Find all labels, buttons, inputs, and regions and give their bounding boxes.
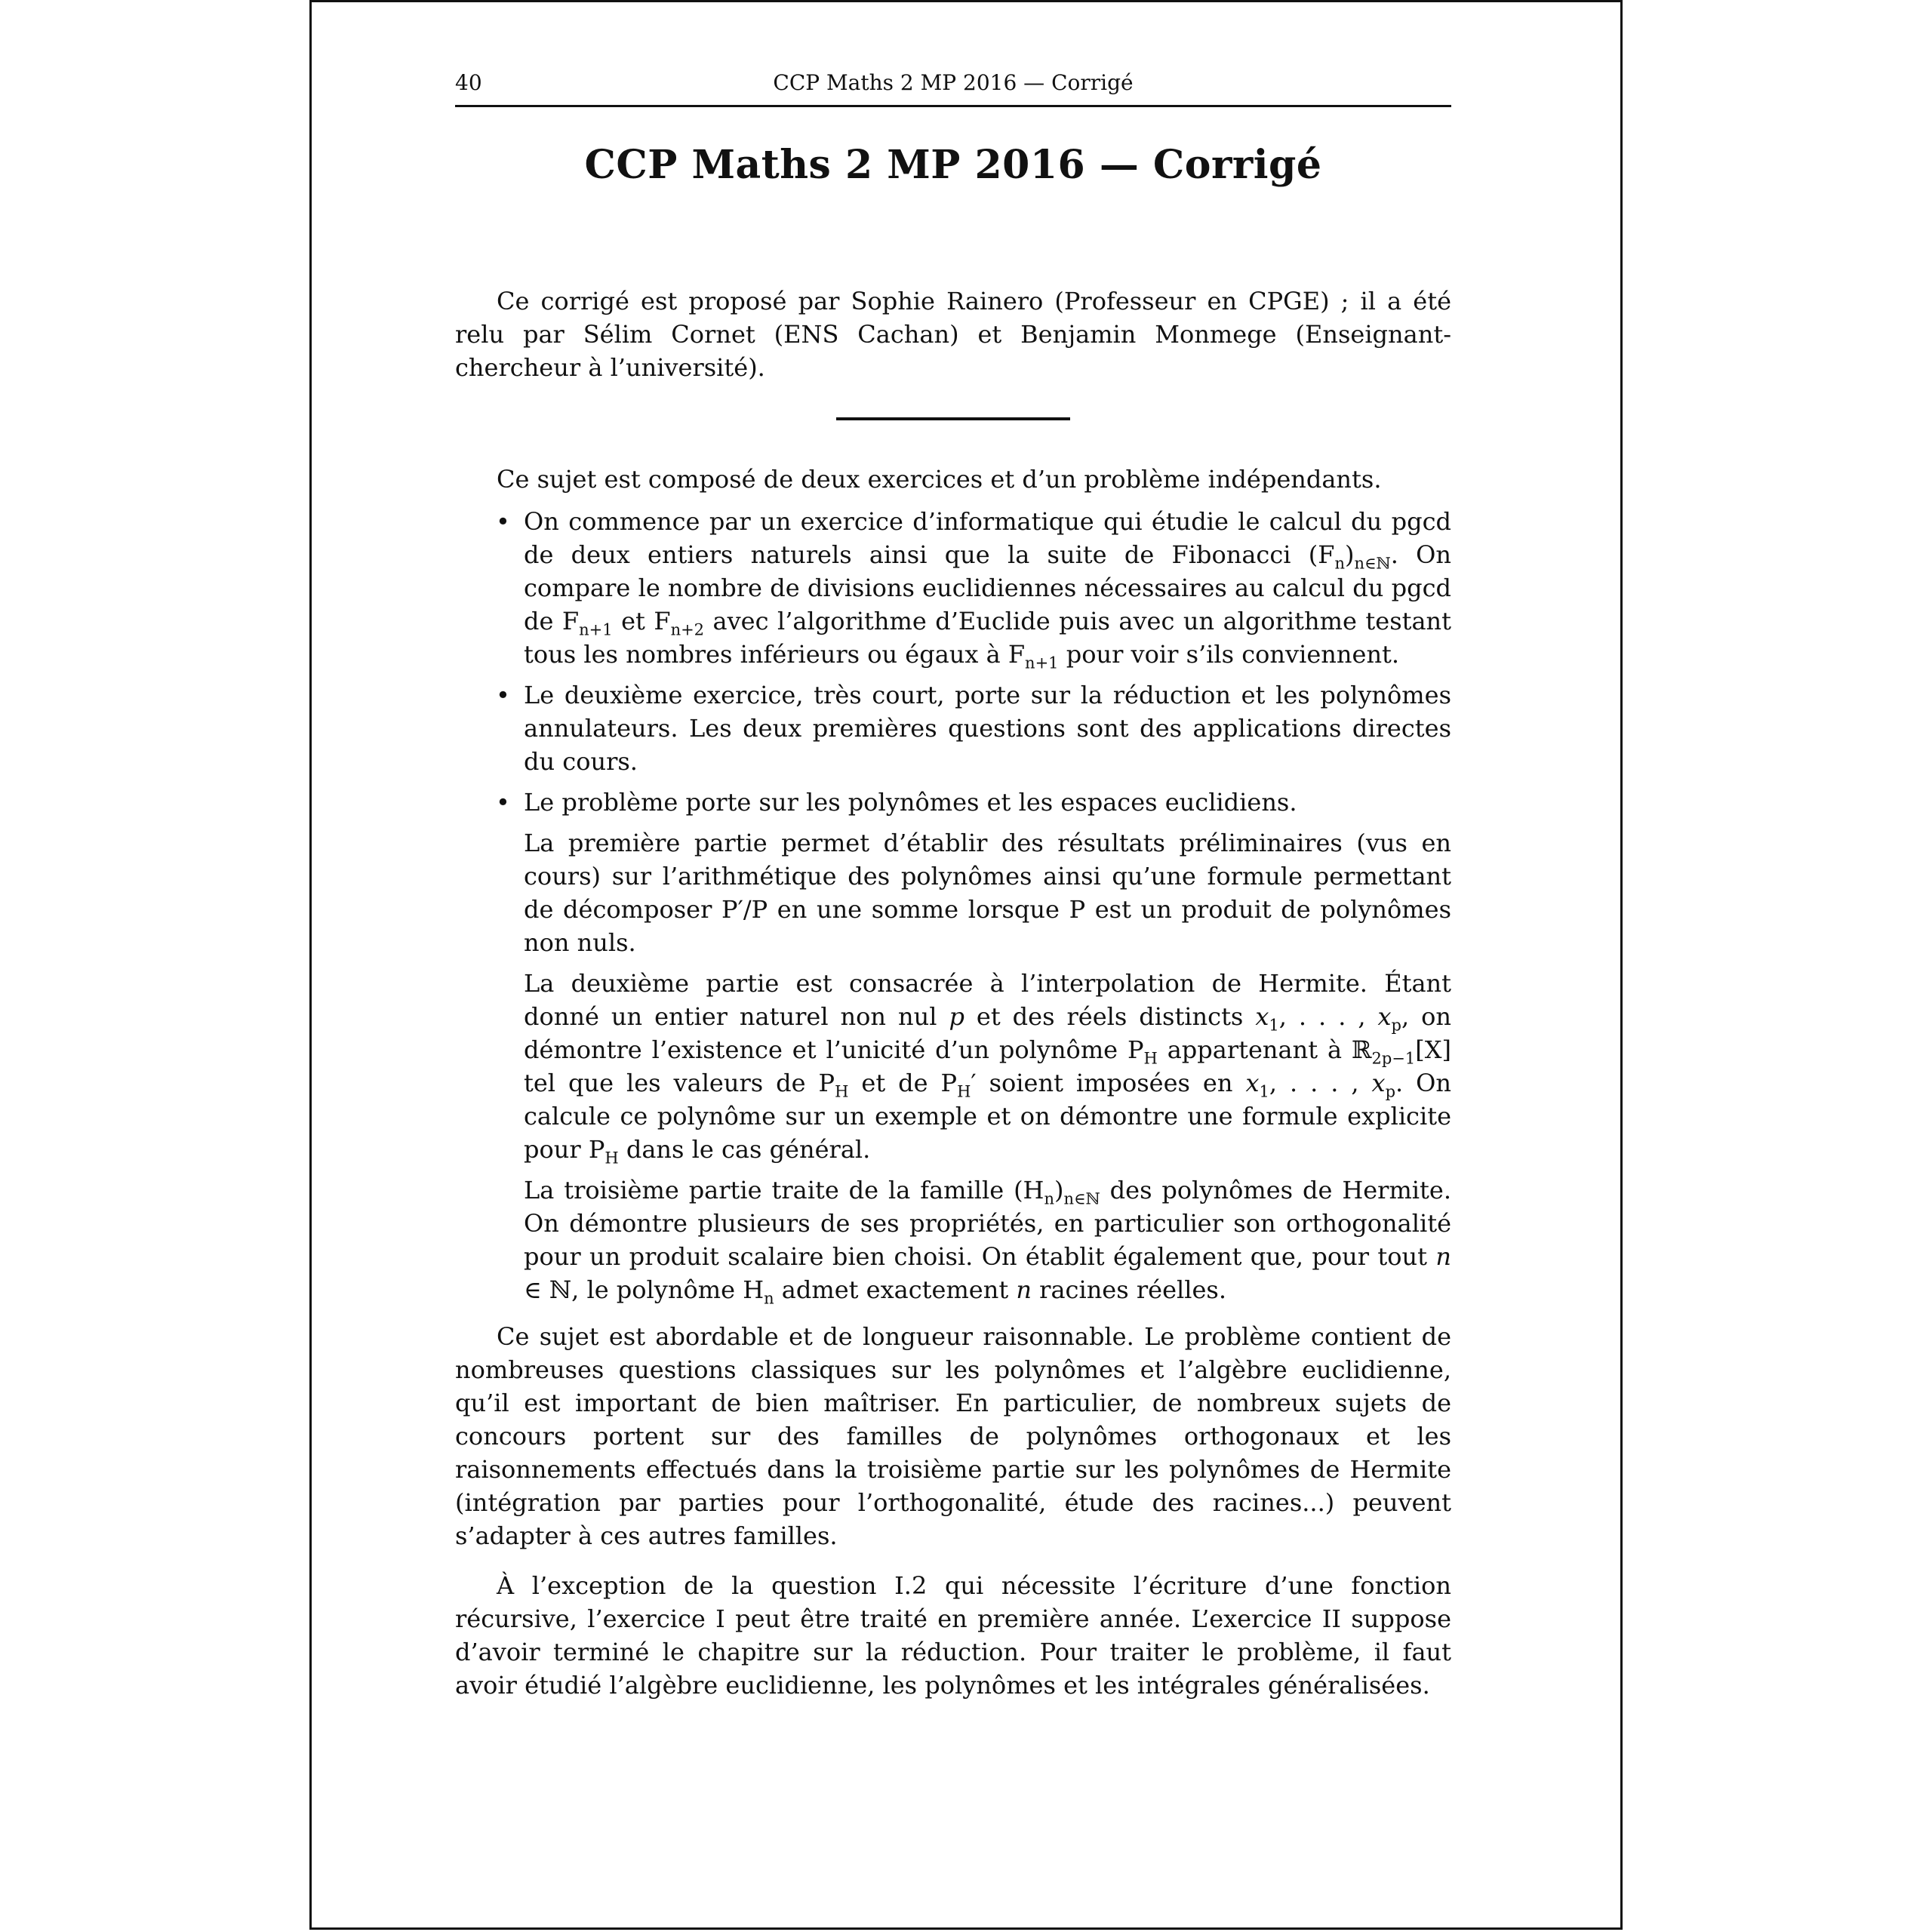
exercise-1-text: On commence par un exercice d’informatique qui étudie le calcul du pgcd de deux entiers naturels ainsi que la suite de Fibonacci $(F_n)_{n\in ℕ}$. On compare le nombre de divisions euclidiennes nécessaires au calcul du pgcd de $F_{n+1}$ et $F_{n+2}$ avec l’algorithme d’Euclide puis avec un algorithme testant tous les nombres inférieurs ou égaux à $F_{n+1}$ pour voir s’ils conviennent.	[524, 507, 1452, 672]
lead-paragraph: Ce sujet est composé de deux exercices et d’un problème indépendants.	[497, 465, 1382, 494]
page-number: 40	[455, 70, 482, 95]
list-item	[496, 678, 1451, 778]
prerequisites-paragraph: À l’exception de la question I.2 qui nécessite l’écriture d’une fonction récursive, l’exercice I peut être traité en première année. L’exercice II suppose d’avoir terminé le chapitre sur la réduction. Pour traiter le problème, il faut avoir étudié l’algèbre euclidienne, les polynômes et les intégrales généralisées.	[455, 1571, 1451, 1700]
assessment-paragraph: Ce sujet est abordable et de longueur raisonnable. Le problème contient de nombreuses questions classiques sur les polynômes et l’algèbre euclidienne, qu’il est important de bien maîtriser. En particulier, de nombreux sujets de concours portent sur des familles de polynômes orthogonaux et les raisonnements effectués dans la troisième partie sur les polynômes de Hermite (intégration par parties pour l’orthogonalité, étude des racines...) peuvent s’adapter à ces autres familles.	[455, 1322, 1451, 1550]
list-item	[496, 786, 1452, 1308]
list-item	[496, 505, 1452, 672]
part-2-text: La deuxième partie est consacrée à l’interpolation de Hermite. Étant donné un entier naturel non nul p et des réels distincts $x_1$, . . . , $x_p$, on démontre l’existence et l’unicité d’un polynôme $P_H$ appartenant à ℝ$_{2p-1}$[X] tel que les valeurs de $P_H$ et de $P_H'$ soient imposées en $x_1$, . . . , $x_p$. On calcule ce polynôme sur un exemple et on démontre une formule explicite pour $P_H$ dans le cas général.	[524, 969, 1452, 1168]
part-3-text: La troisième partie traite de la famille $(H_n)_{n\in ℕ}$ des polynômes de Hermite. On démontre plusieurs de ses propriétés, en particulier son orthogonalité pour un produit scalaire bien choisi. On établit également que, pour tout n ∈ ℕ, le polynôme $H_n$ admet exactement n racines réelles.	[524, 1176, 1452, 1308]
page-content	[455, 70, 1451, 1702]
problem-heading: Le problème porte sur les polynômes et les espaces euclidiens.	[524, 788, 1297, 817]
separator-rule	[836, 417, 1070, 420]
topic-list	[455, 505, 1451, 1306]
part-1-text: La première partie permet d’établir des résultats préliminaires (vus en cours) sur l’arithmétique des polynômes ainsi qu’une formule permettant de décomposer P′/P en une somme lorsque P est un produit de polynômes non nuls.	[524, 829, 1451, 957]
bullet-icon: •	[496, 507, 510, 536]
document-title: CCP Maths 2 MP 2016 — Corrigé	[584, 142, 1322, 188]
running-title: CCP Maths 2 MP 2016 — Corrigé	[773, 70, 1134, 95]
intro-paragraph: Ce corrigé est proposé par Sophie Rainero (Professeur en CPGE) ; il a été relu par Sélim Cornet (ENS Cachan) et Benjamin Monmege (Enseignant-chercheur à l’université).	[455, 287, 1451, 382]
bullet-icon: •	[496, 681, 510, 709]
running-header	[455, 70, 1451, 107]
exercise-2-text: Le deuxième exercice, très court, porte sur la réduction et les polynômes annulateurs. Les deux premières questions sont des applications directes du cours.	[524, 681, 1451, 776]
bullet-icon: •	[496, 788, 510, 817]
